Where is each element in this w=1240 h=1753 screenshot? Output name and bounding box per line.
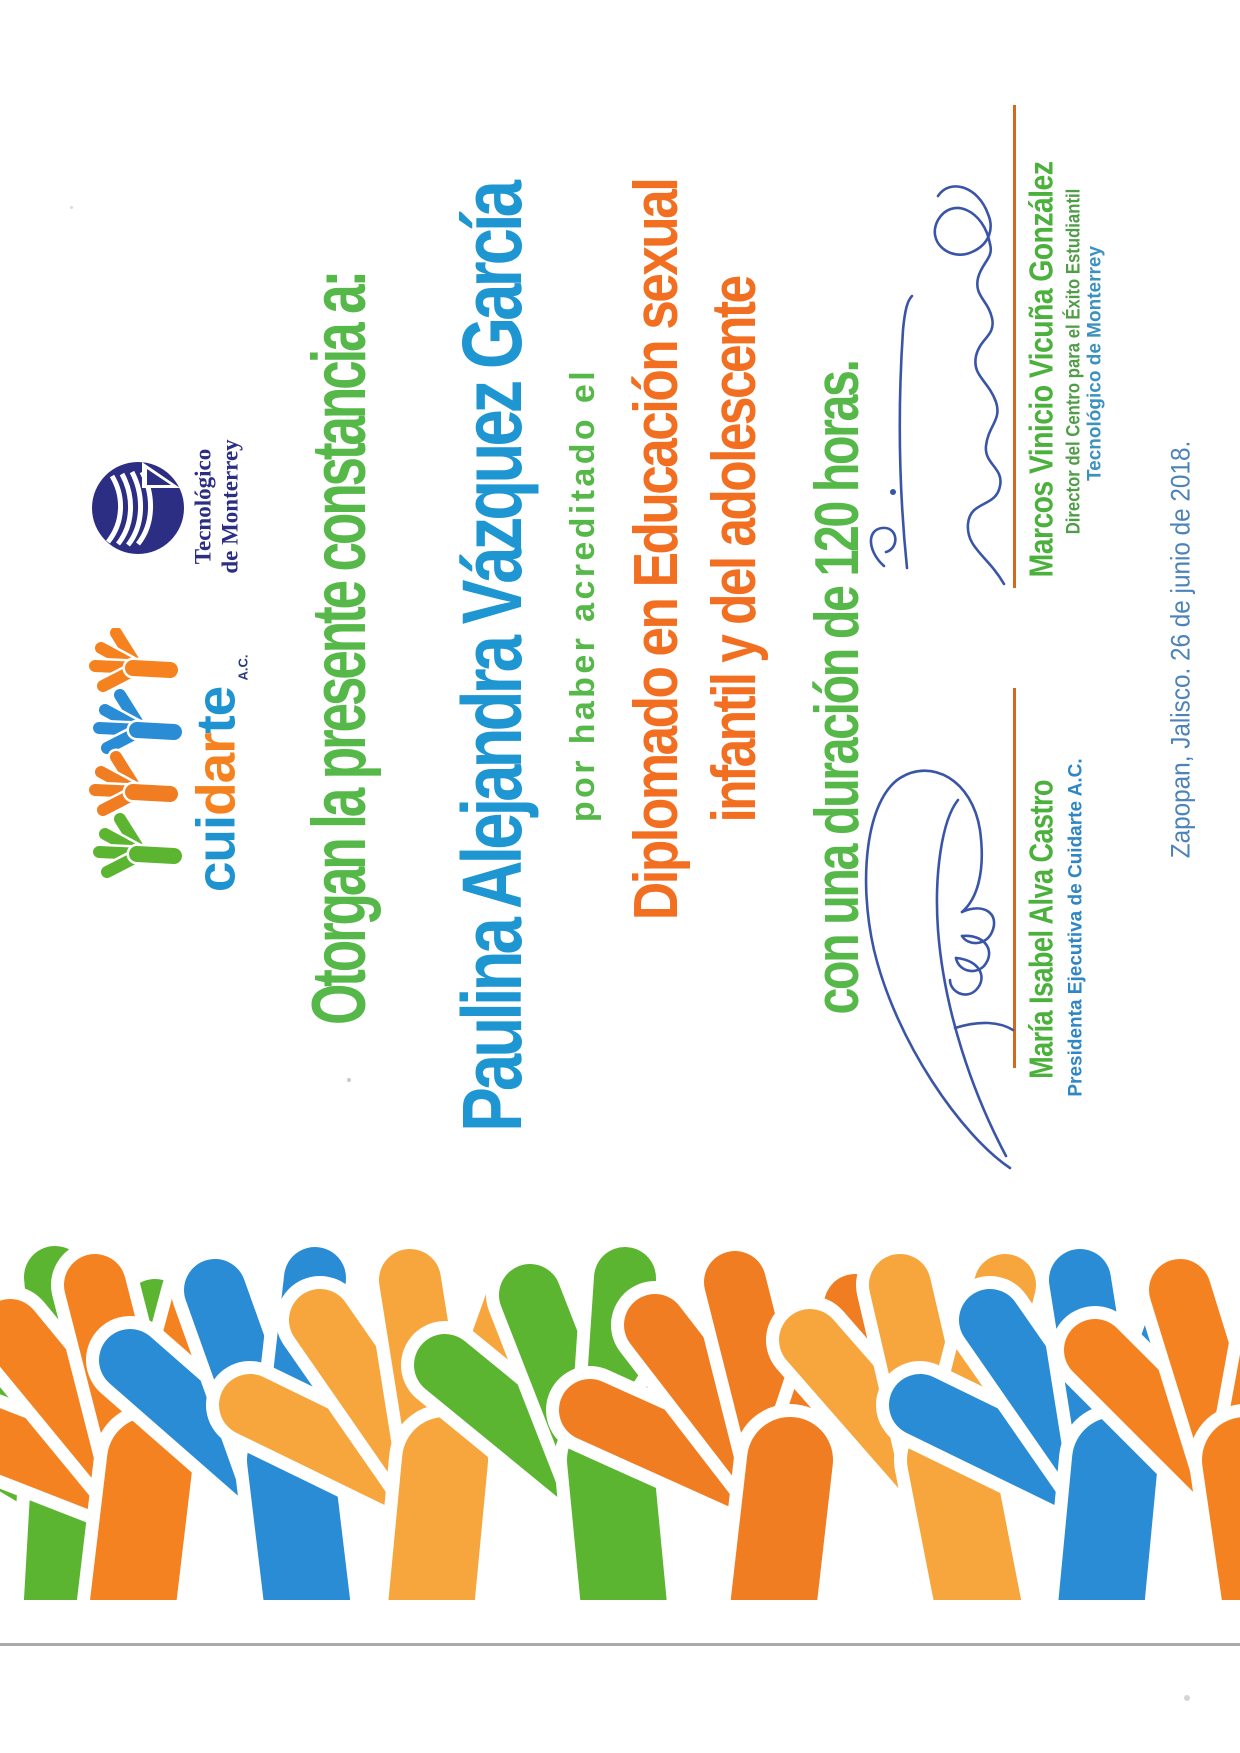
signature-maria (866, 771, 1013, 1168)
tec-logo-text-line1: Tecnológico (190, 448, 216, 565)
scan-edge-line (0, 1643, 1240, 1646)
recipient-name: Paulina Alejandra Vázquez García (445, 184, 539, 1132)
signer1-title-line2: Tecnológico de Monterrey (1084, 245, 1106, 482)
scan-speck (1184, 1695, 1190, 1701)
cuidarte-logo-figures-icon (78, 628, 188, 898)
cuidarte-ac-suffix: A.C. (235, 654, 251, 681)
signer2-name: María Isabel Alva Castro (1022, 780, 1060, 1079)
signature-line-marcos (1013, 105, 1016, 588)
tec-logo-text-line2: de Monterrey (217, 439, 243, 574)
scan-speck (70, 206, 73, 209)
decorative-figures-band (0, 1200, 1240, 1600)
cuidarte-wordmark-part1: cui (184, 815, 247, 893)
signature-marcos (871, 186, 1004, 584)
tec-de-monterrey-logo (84, 452, 192, 564)
duration-line: con una duración de 120 horas. (803, 361, 872, 1015)
cuidarte-wordmark-part3: te (184, 686, 247, 734)
course-title-line1: Diplomado en Educación sexual (622, 179, 691, 921)
signer2-title-line1: Presidenta Ejecutiva de Cuidarte A.C. (1065, 758, 1087, 1097)
scan-speck (347, 1078, 351, 1082)
signer1-title-line1: Director del Centro para el Éxito Estudiantil (1063, 188, 1085, 535)
certificate-subheading: por haber acreditado el (564, 367, 602, 823)
signature-line-maria (1013, 688, 1016, 1068)
signer1-name: Marcos Vinicio Vicuña González (1022, 161, 1060, 578)
course-title-line2: infantil y del adolescente (700, 277, 769, 823)
cuidarte-wordmark-part2: dar (184, 733, 247, 816)
certificate-heading: Otorgan la presente constancia a: (297, 272, 382, 1026)
place-and-date: Zapopan, Jalisco. 26 de junio de 2018. (1165, 440, 1196, 859)
cuidarte-wordmark (184, 590, 247, 990)
